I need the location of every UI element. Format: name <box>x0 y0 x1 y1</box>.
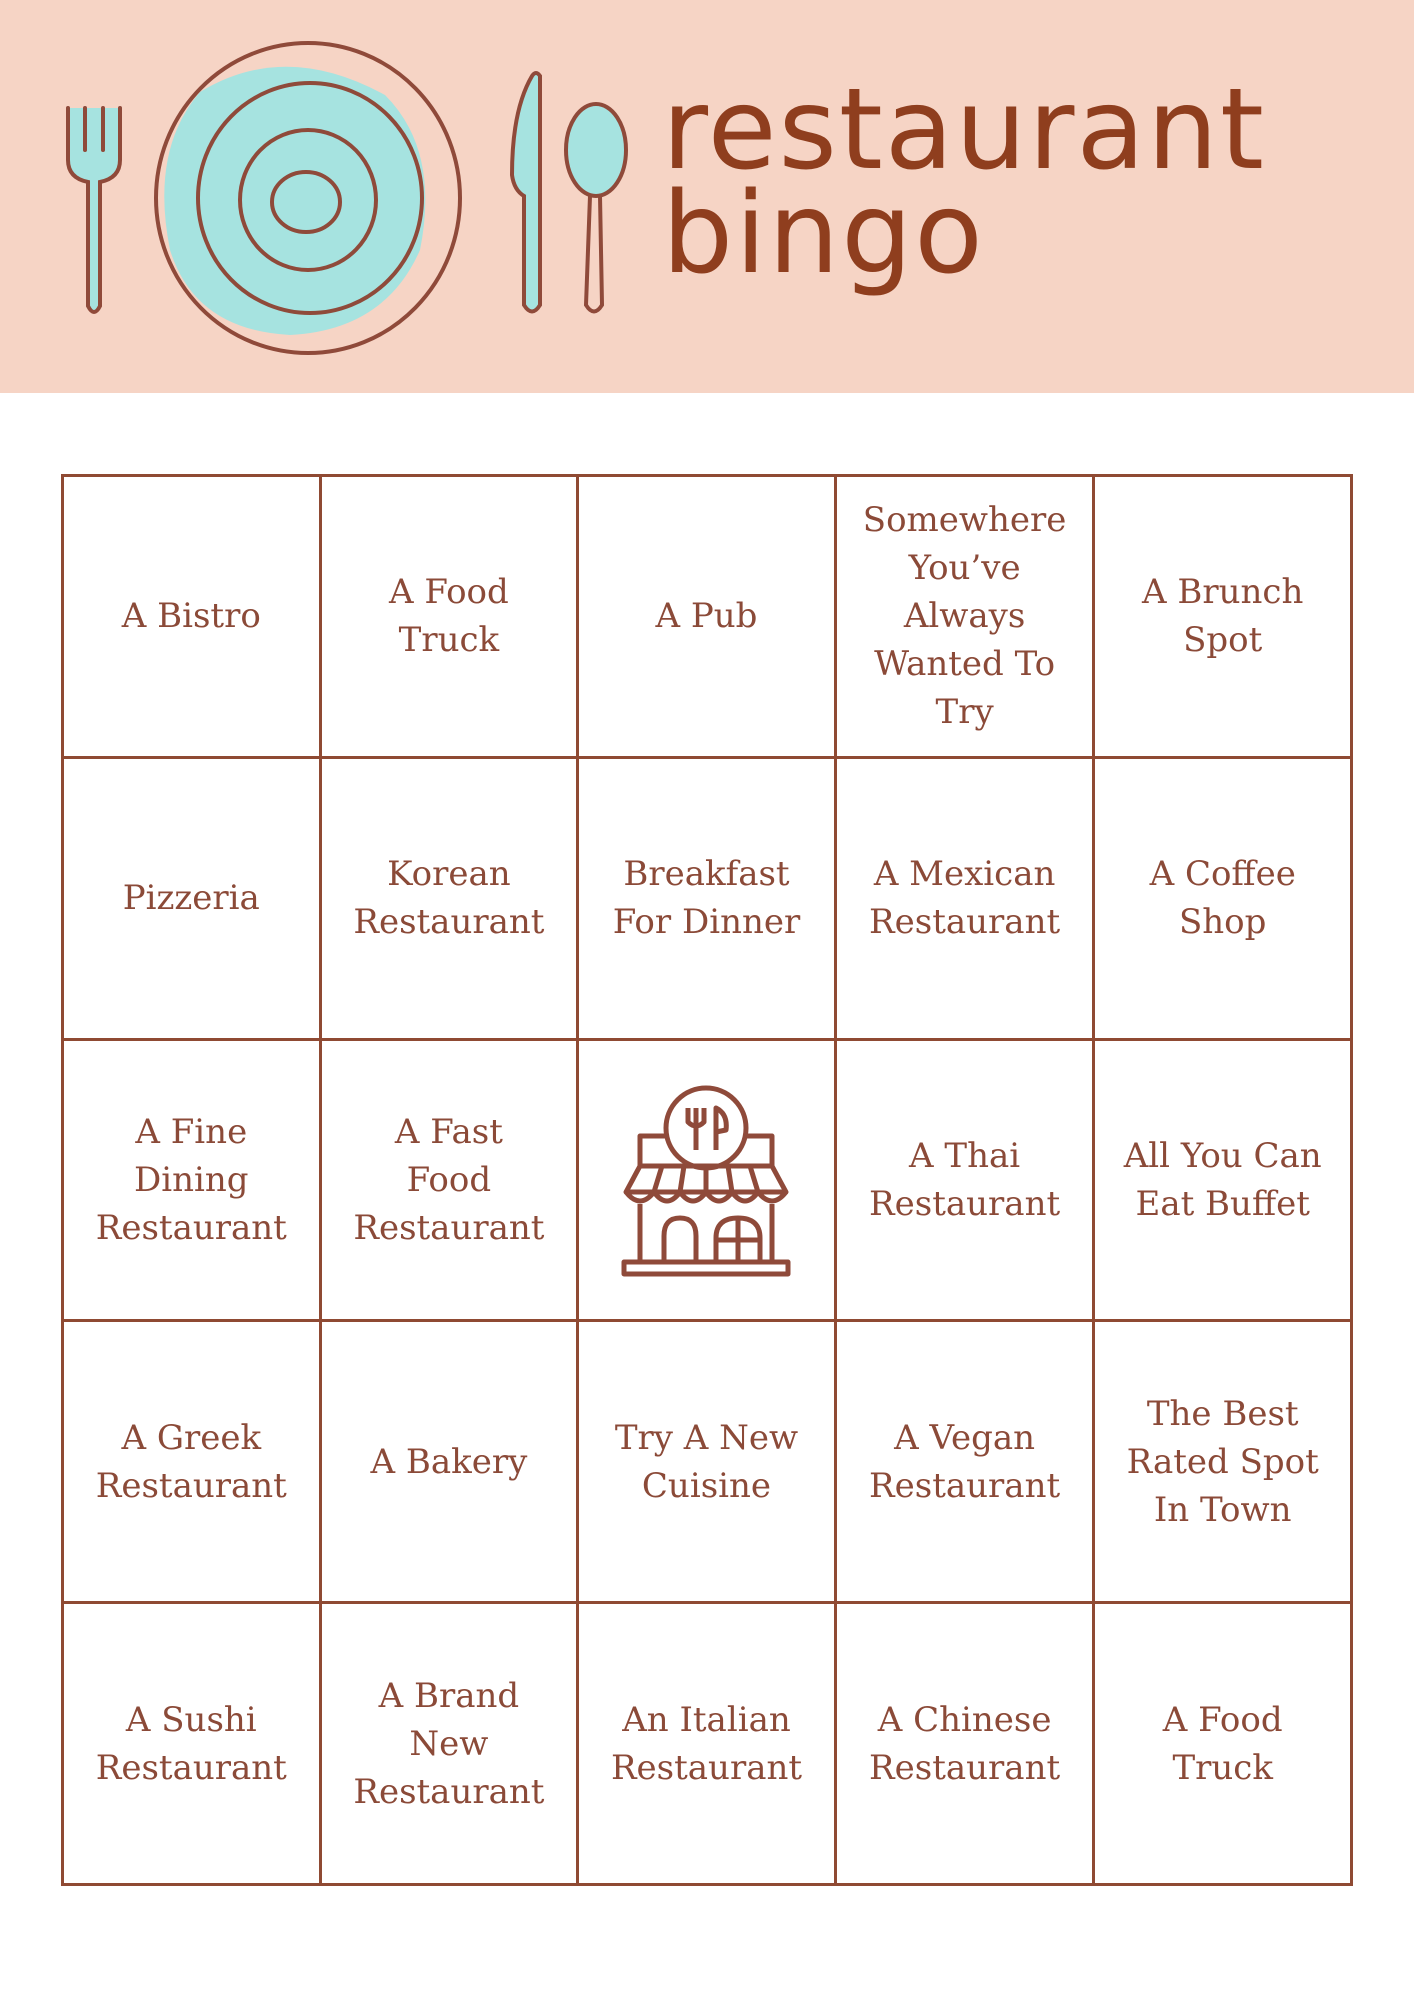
spoon-icon <box>566 104 626 312</box>
bingo-cell[interactable]: A Thai Restaurant <box>837 1041 1096 1323</box>
bingo-cell[interactable]: A Fine Dining Restaurant <box>64 1041 322 1323</box>
bingo-cell[interactable]: An Italian Restaurant <box>579 1604 837 1886</box>
header-banner <box>0 0 1414 393</box>
title-line-restaurant: restaurant <box>662 65 1266 195</box>
bingo-cell[interactable]: Pizzeria <box>64 759 322 1041</box>
tableware-illustration <box>0 0 660 393</box>
bingo-cell[interactable]: A Chinese Restaurant <box>837 1604 1096 1886</box>
title-line-bingo: bingo <box>662 169 985 299</box>
bingo-cell[interactable]: Korean Restaurant <box>322 759 580 1041</box>
bingo-cell[interactable]: A Food Truck <box>1095 1604 1353 1886</box>
knife-icon <box>512 73 540 312</box>
bingo-cell[interactable]: A Coffee Shop <box>1095 759 1353 1041</box>
bingo-cell[interactable]: Breakfast For Dinner <box>579 759 837 1041</box>
bingo-cell[interactable]: All You Can Eat Buffet <box>1095 1041 1353 1323</box>
bingo-cell[interactable]: A Pub <box>579 477 837 759</box>
restaurant-storefront-icon <box>604 1078 808 1282</box>
plate-icon <box>156 43 460 353</box>
bingo-cell[interactable]: Somewhere You’ve Always Wanted To Try <box>837 477 1096 759</box>
bingo-cell[interactable]: The Best Rated Spot In Town <box>1095 1322 1353 1604</box>
fork-icon <box>68 108 120 312</box>
bingo-board <box>61 474 1353 1886</box>
bingo-cell[interactable]: A Greek Restaurant <box>64 1322 322 1604</box>
bingo-cell[interactable]: A Bistro <box>64 477 322 759</box>
bingo-cell[interactable]: A Sushi Restaurant <box>64 1604 322 1886</box>
page-title <box>662 65 1266 299</box>
free-space-cell[interactable] <box>579 1041 837 1323</box>
bingo-cell[interactable]: A Bakery <box>322 1322 580 1604</box>
bingo-cell[interactable]: Try A New Cuisine <box>579 1322 837 1604</box>
bingo-cell[interactable]: A Vegan Restaurant <box>837 1322 1096 1604</box>
bingo-cell[interactable]: A Mexican Restaurant <box>837 759 1096 1041</box>
bingo-cell[interactable]: A Brunch Spot <box>1095 477 1353 759</box>
bingo-cell[interactable]: A Brand New Restaurant <box>322 1604 580 1886</box>
bingo-cell[interactable]: A Food Truck <box>322 477 580 759</box>
bingo-cell[interactable]: A Fast Food Restaurant <box>322 1041 580 1323</box>
